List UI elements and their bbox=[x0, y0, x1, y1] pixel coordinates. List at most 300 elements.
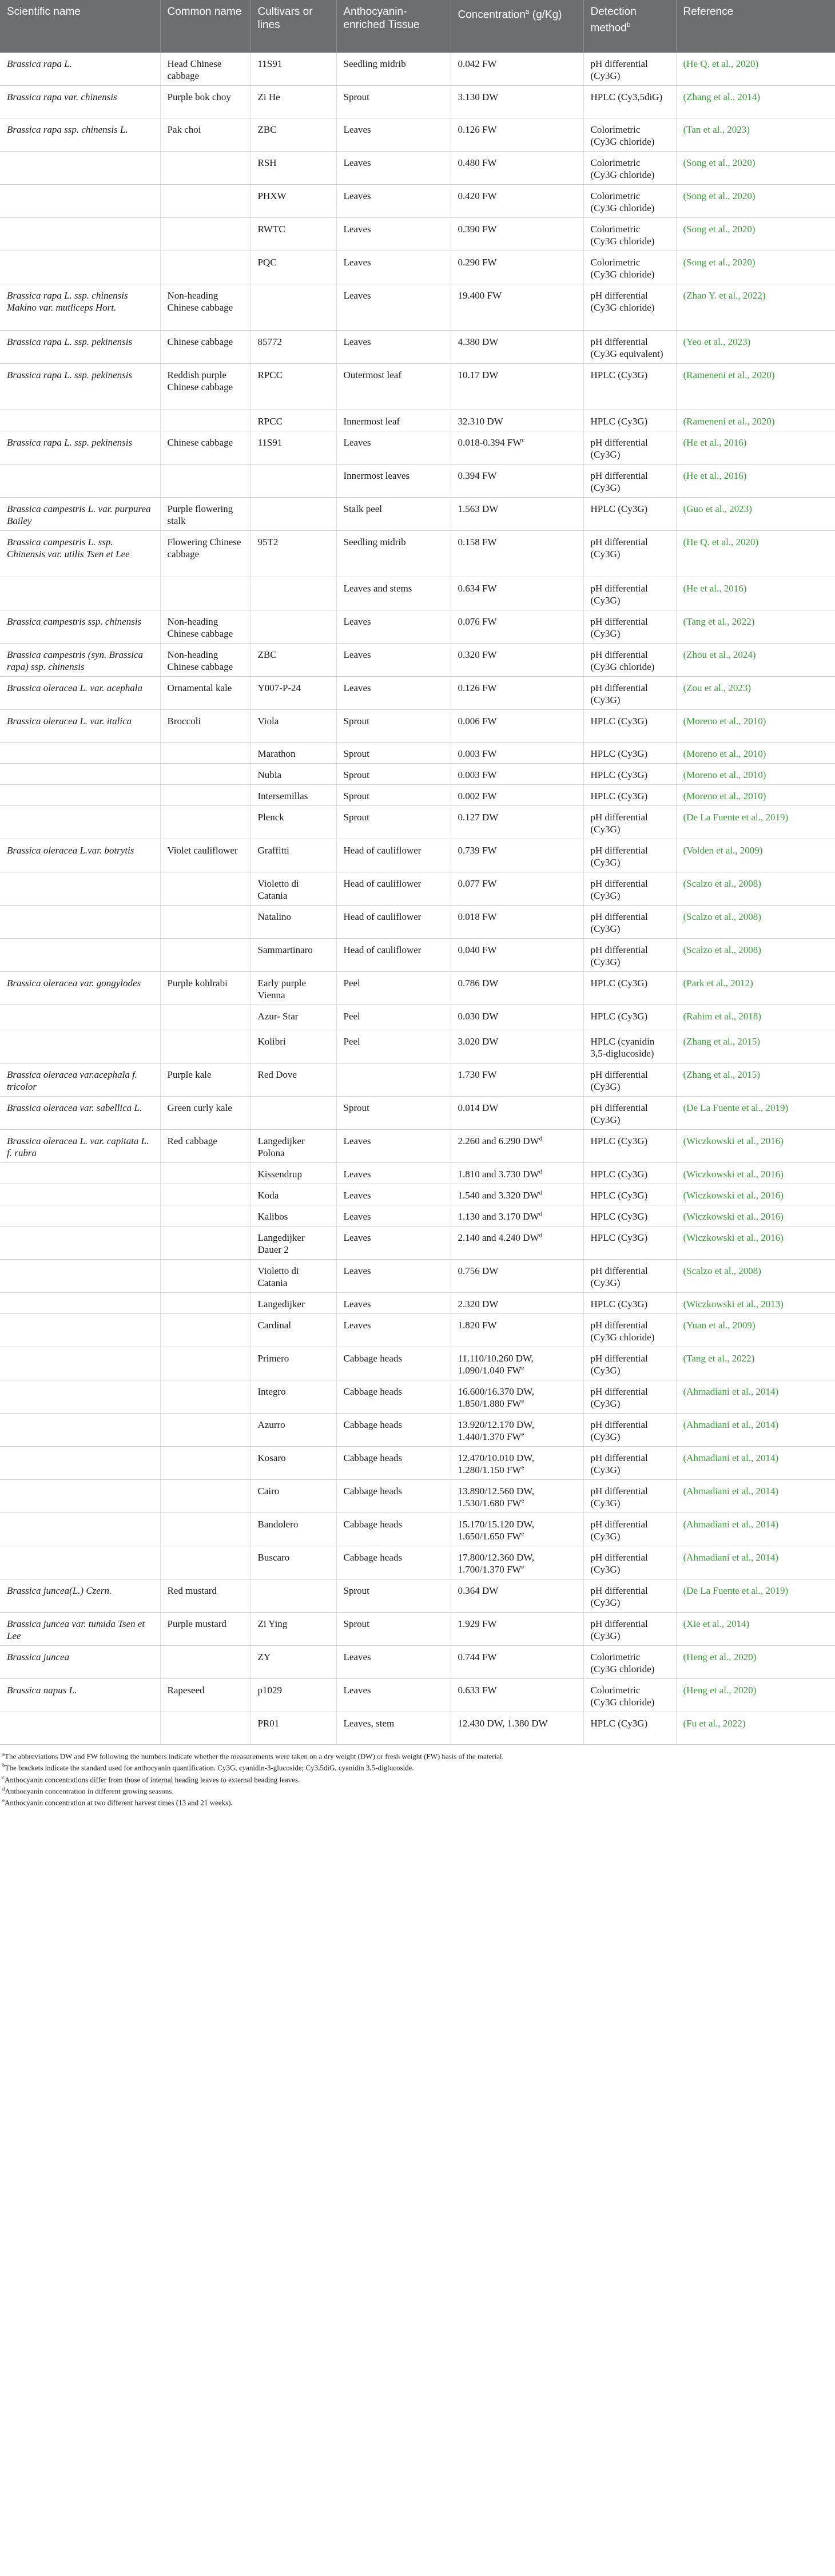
tissue-cell: Head of cauliflower bbox=[336, 939, 451, 972]
reference-cell[interactable]: (Rameneni et al., 2020) bbox=[676, 410, 835, 431]
table-row bbox=[0, 839, 835, 872]
reference-cell[interactable]: (Volden et al., 2009) bbox=[676, 839, 835, 872]
reference-cell[interactable]: (Guo et al., 2023) bbox=[676, 498, 835, 531]
scientific-name-cell bbox=[0, 1414, 160, 1447]
reference-cell[interactable]: (He et al., 2016) bbox=[676, 577, 835, 610]
footnote: $^e$Anthocyanin concentration at two different harvest times (13 and 21 weeks). bbox=[2, 1797, 233, 1807]
reference-cell[interactable]: (He et al., 2016) bbox=[676, 431, 835, 465]
concentration-cell: 0.290 FW bbox=[451, 251, 583, 284]
table-row bbox=[0, 906, 835, 939]
table-body bbox=[0, 53, 835, 1745]
common-name-cell: Chinese cabbage bbox=[160, 331, 250, 364]
tissue-cell: Cabbage heads bbox=[336, 1447, 451, 1480]
table-row bbox=[0, 465, 835, 498]
table-row bbox=[0, 785, 835, 806]
method-cell: pH differential (Cy3G) bbox=[583, 839, 676, 872]
scientific-name-cell: Brassica oleracea L. var. italica bbox=[0, 710, 160, 743]
scientific-name-cell bbox=[0, 872, 160, 906]
concentration-cell: 2.140 and 4.240 $DW^d$ bbox=[451, 1227, 583, 1260]
method-cell: HPLC (Cy3G) bbox=[583, 1163, 676, 1184]
reference-cell[interactable]: (Fu et al., 2022) bbox=[676, 1712, 835, 1745]
cultivar-cell bbox=[250, 610, 336, 644]
scientific-name-cell: Brassica rapa L. bbox=[0, 53, 160, 86]
reference-cell[interactable]: (Xie et al., 2014) bbox=[676, 1613, 835, 1646]
scientific-name-cell: Brassica oleracea var. sabellica L. bbox=[0, 1097, 160, 1130]
method-cell: HPLC (Cy3G) bbox=[583, 710, 676, 743]
tissue-cell: Sprout bbox=[336, 1613, 451, 1646]
table-row bbox=[0, 431, 835, 465]
table-row bbox=[0, 1260, 835, 1293]
concentration-cell: 0.002 FW bbox=[451, 785, 583, 806]
concentration-cell: 0.127 DW bbox=[451, 806, 583, 839]
reference-cell[interactable]: (Rahim et al., 2018) bbox=[676, 1005, 835, 1030]
footnotes bbox=[0, 1745, 835, 1808]
reference-cell[interactable]: (Wiczkowski et al., 2016) bbox=[676, 1184, 835, 1205]
table-row bbox=[0, 1414, 835, 1447]
table-row bbox=[0, 251, 835, 284]
table-row bbox=[0, 410, 835, 431]
method-cell: Colorimetric (Cy3G chloride) bbox=[583, 185, 676, 218]
common-name-cell bbox=[160, 1314, 250, 1347]
common-name-cell bbox=[160, 465, 250, 498]
reference-cell[interactable]: (Rameneni et al., 2020) bbox=[676, 364, 835, 410]
concentration-cell: 1.130 and 3.170 $DW^d$ bbox=[451, 1205, 583, 1227]
method-cell: HPLC (Cy3G) bbox=[583, 364, 676, 410]
scientific-name-cell: Brassica rapa var. chinensis bbox=[0, 86, 160, 118]
reference-cell[interactable]: (Ahmadiani et al., 2014) bbox=[676, 1513, 835, 1546]
table-row bbox=[0, 1030, 835, 1063]
tissue-cell: Leaves bbox=[336, 644, 451, 677]
method-cell: pH differential (Cy3G) bbox=[583, 531, 676, 577]
concentration-cell: 0.756 DW bbox=[451, 1260, 583, 1293]
common-name-cell bbox=[160, 1646, 250, 1679]
method-cell: HPLC (Cy3G) bbox=[583, 498, 676, 531]
reference-cell[interactable]: (Moreno et al., 2010) bbox=[676, 785, 835, 806]
concentration-cell: 0.018-0.394 $FW^c$ bbox=[451, 431, 583, 465]
method-cell: pH differential (Cy3G) bbox=[583, 1613, 676, 1646]
common-name-cell bbox=[160, 1447, 250, 1480]
reference-cell[interactable]: (He Q. et al., 2020) bbox=[676, 531, 835, 577]
cultivar-cell bbox=[250, 1579, 336, 1613]
reference-cell[interactable]: (De La Fuente et al., 2019) bbox=[676, 1097, 835, 1130]
common-name-cell: Broccoli bbox=[160, 710, 250, 743]
concentration-cell: 0.320 FW bbox=[451, 644, 583, 677]
tissue-cell: Cabbage heads bbox=[336, 1513, 451, 1546]
cultivar-cell bbox=[250, 465, 336, 498]
tissue-cell: Cabbage heads bbox=[336, 1480, 451, 1513]
tissue-cell: Leaves bbox=[336, 1314, 451, 1347]
reference-cell[interactable]: (Song et al., 2020) bbox=[676, 251, 835, 284]
cultivar-cell: Nubia bbox=[250, 764, 336, 785]
cultivar-cell: Cardinal bbox=[250, 1314, 336, 1347]
method-cell: HPLC (Cy3G) bbox=[583, 1293, 676, 1314]
tissue-cell: Outermost leaf bbox=[336, 364, 451, 410]
table-row bbox=[0, 1005, 835, 1030]
cultivar-cell bbox=[250, 577, 336, 610]
reference-cell[interactable]: (Zhao Y. et al., 2022) bbox=[676, 284, 835, 331]
concentration-cell: 0.003 FW bbox=[451, 764, 583, 785]
tissue-cell: Leaves bbox=[336, 1227, 451, 1260]
common-name-cell: Non-heading Chinese cabbage bbox=[160, 610, 250, 644]
tissue-cell: Leaves, stem bbox=[336, 1712, 451, 1745]
cultivar-cell: Zi He bbox=[250, 86, 336, 118]
cultivar-cell: Violetto di Catania bbox=[250, 872, 336, 906]
tissue-cell: Leaves bbox=[336, 118, 451, 152]
tissue-cell: Leaves bbox=[336, 185, 451, 218]
method-cell: pH differential (Cy3G) bbox=[583, 1513, 676, 1546]
cultivar-cell: Y007-P-24 bbox=[250, 677, 336, 710]
common-name-cell bbox=[160, 1546, 250, 1579]
reference-cell[interactable]: (Scalzo et al., 2008) bbox=[676, 872, 835, 906]
common-name-cell bbox=[160, 743, 250, 764]
tissue-cell: Leaves bbox=[336, 610, 451, 644]
tissue-cell: Peel bbox=[336, 1005, 451, 1030]
table-row bbox=[0, 939, 835, 972]
method-cell: pH differential (Cy3G) bbox=[583, 806, 676, 839]
table-row bbox=[0, 872, 835, 906]
scientific-name-cell bbox=[0, 410, 160, 431]
scientific-name-cell bbox=[0, 251, 160, 284]
table-row bbox=[0, 1227, 835, 1260]
method-cell: pH differential (Cy3G) bbox=[583, 1546, 676, 1579]
concentration-cell: 11.110/10.260 DW, 1.090/1.040 $FW^e$ bbox=[451, 1347, 583, 1380]
method-cell: pH differential (Cy3G equivalent) bbox=[583, 331, 676, 364]
common-name-cell: Non-heading Chinese cabbage bbox=[160, 284, 250, 331]
method-cell: HPLC (Cy3G) bbox=[583, 410, 676, 431]
concentration-cell: 0.076 FW bbox=[451, 610, 583, 644]
method-cell: Colorimetric (Cy3G chloride) bbox=[583, 152, 676, 185]
scientific-name-cell: Brassica oleracea var.acephala f. tricolor bbox=[0, 1063, 160, 1097]
concentration-cell: 3.020 DW bbox=[451, 1030, 583, 1063]
reference-cell[interactable]: (Park et al., 2012) bbox=[676, 972, 835, 1005]
concentration-cell: 0.390 FW bbox=[451, 218, 583, 251]
cultivar-cell: Intersemillas bbox=[250, 785, 336, 806]
reference-cell[interactable]: (Heng et al., 2020) bbox=[676, 1646, 835, 1679]
cultivar-cell: RPCC bbox=[250, 364, 336, 410]
reference-cell[interactable]: (Moreno et al., 2010) bbox=[676, 764, 835, 785]
common-name-cell: Purple bok choy bbox=[160, 86, 250, 118]
common-name-cell bbox=[160, 1005, 250, 1030]
table-row bbox=[0, 1447, 835, 1480]
reference-cell[interactable]: (Scalzo et al., 2008) bbox=[676, 906, 835, 939]
reference-cell[interactable]: (Scalzo et al., 2008) bbox=[676, 1260, 835, 1293]
table-row bbox=[0, 1712, 835, 1745]
reference-cell[interactable]: (Wiczkowski et al., 2013) bbox=[676, 1293, 835, 1314]
tissue-cell: Sprout bbox=[336, 785, 451, 806]
reference-cell[interactable]: (De La Fuente et al., 2019) bbox=[676, 806, 835, 839]
common-name-cell bbox=[160, 1347, 250, 1380]
reference-cell[interactable]: (Ahmadiani et al., 2014) bbox=[676, 1546, 835, 1579]
method-cell: HPLC (Cy3G) bbox=[583, 1205, 676, 1227]
concentration-cell: 1.540 and 3.320 $DW^d$ bbox=[451, 1184, 583, 1205]
common-name-cell bbox=[160, 251, 250, 284]
scientific-name-cell: Brassica napus L. bbox=[0, 1679, 160, 1712]
common-name-cell bbox=[160, 185, 250, 218]
tissue-cell: Seedling midrib bbox=[336, 53, 451, 86]
scientific-name-cell bbox=[0, 577, 160, 610]
common-name-cell bbox=[160, 872, 250, 906]
tissue-cell: Leaves bbox=[336, 1679, 451, 1712]
table-row bbox=[0, 1184, 835, 1205]
table-row bbox=[0, 218, 835, 251]
common-name-cell: Ornamental kale bbox=[160, 677, 250, 710]
scientific-name-cell: Brassica oleracea var. gongylodes bbox=[0, 972, 160, 1005]
reference-cell[interactable]: (Heng et al., 2020) bbox=[676, 1679, 835, 1712]
method-cell: pH differential (Cy3G chloride) bbox=[583, 284, 676, 331]
table-header bbox=[0, 0, 835, 53]
scientific-name-cell bbox=[0, 1227, 160, 1260]
common-name-cell: Purple kohlrabi bbox=[160, 972, 250, 1005]
header-reference: Reference bbox=[676, 0, 835, 53]
header-detection-method: Detection method$^b$ bbox=[583, 0, 676, 53]
reference-cell[interactable]: (Yeo et al., 2023) bbox=[676, 331, 835, 364]
tissue-cell: Leaves bbox=[336, 1130, 451, 1163]
tissue-cell: Sprout bbox=[336, 1579, 451, 1613]
table-row bbox=[0, 743, 835, 764]
common-name-cell bbox=[160, 906, 250, 939]
cultivar-cell: RWTC bbox=[250, 218, 336, 251]
table-row bbox=[0, 972, 835, 1005]
scientific-name-cell: Brassica campestris L. var. purpurea Bailey bbox=[0, 498, 160, 531]
table-row bbox=[0, 677, 835, 710]
table-row bbox=[0, 1679, 835, 1712]
concentration-cell: 0.126 FW bbox=[451, 677, 583, 710]
tissue-cell: Leaves and stems bbox=[336, 577, 451, 610]
tissue-cell: Sprout bbox=[336, 710, 451, 743]
scientific-name-cell bbox=[0, 465, 160, 498]
tissue-cell: Cabbage heads bbox=[336, 1347, 451, 1380]
tissue-cell: Stalk peel bbox=[336, 498, 451, 531]
tissue-cell: Sprout bbox=[336, 86, 451, 118]
concentration-cell: 15.170/15.120 DW, 1.650/1.650 $FW^e$ bbox=[451, 1513, 583, 1546]
cultivar-cell: Plenck bbox=[250, 806, 336, 839]
reference-cell[interactable]: (Zhang et al., 2015) bbox=[676, 1063, 835, 1097]
cultivar-cell: Sammartinaro bbox=[250, 939, 336, 972]
common-name-cell bbox=[160, 410, 250, 431]
tissue-cell: Peel bbox=[336, 972, 451, 1005]
common-name-cell bbox=[160, 1712, 250, 1745]
cultivar-cell: PR01 bbox=[250, 1712, 336, 1745]
reference-cell[interactable]: (De La Fuente et al., 2019) bbox=[676, 1579, 835, 1613]
cultivar-cell: ZY bbox=[250, 1646, 336, 1679]
method-cell: pH differential (Cy3G) bbox=[583, 1260, 676, 1293]
table-row bbox=[0, 185, 835, 218]
reference-cell[interactable]: (Wiczkowski et al., 2016) bbox=[676, 1205, 835, 1227]
scientific-name-cell bbox=[0, 218, 160, 251]
tissue-cell: Leaves bbox=[336, 251, 451, 284]
method-cell: pH differential (Cy3G) bbox=[583, 677, 676, 710]
scientific-name-cell bbox=[0, 1513, 160, 1546]
method-cell: pH differential (Cy3G) bbox=[583, 1414, 676, 1447]
concentration-cell: 0.042 FW bbox=[451, 53, 583, 86]
concentration-cell: 0.364 DW bbox=[451, 1579, 583, 1613]
reference-cell[interactable]: (Ahmadiani et al., 2014) bbox=[676, 1480, 835, 1513]
reference-cell[interactable]: (Wiczkowski et al., 2016) bbox=[676, 1227, 835, 1260]
scientific-name-cell bbox=[0, 806, 160, 839]
reference-cell[interactable]: (Yuan et al., 2009) bbox=[676, 1314, 835, 1347]
footnote: $^d$Anthocyanin concentration in different growing seasons. bbox=[2, 1785, 174, 1796]
common-name-cell bbox=[160, 1260, 250, 1293]
table-row bbox=[0, 1613, 835, 1646]
concentration-cell: 0.420 FW bbox=[451, 185, 583, 218]
tissue-cell: Leaves bbox=[336, 1205, 451, 1227]
cultivar-cell: Kosaro bbox=[250, 1447, 336, 1480]
concentration-cell: 0.077 FW bbox=[451, 872, 583, 906]
table-row bbox=[0, 1480, 835, 1513]
common-name-cell: Head Chinese cabbage bbox=[160, 53, 250, 86]
method-cell: HPLC (Cy3G) bbox=[583, 1712, 676, 1745]
cultivar-cell: ZBC bbox=[250, 644, 336, 677]
method-cell: pH differential (Cy3G) bbox=[583, 872, 676, 906]
common-name-cell: Red mustard bbox=[160, 1579, 250, 1613]
reference-cell[interactable]: (Ahmadiani et al., 2014) bbox=[676, 1414, 835, 1447]
scientific-name-cell bbox=[0, 1347, 160, 1380]
reference-cell[interactable]: (He Q. et al., 2020) bbox=[676, 53, 835, 86]
cultivar-cell: Langedijker Dauer 2 bbox=[250, 1227, 336, 1260]
tissue-cell: Leaves bbox=[336, 677, 451, 710]
cultivar-cell: RPCC bbox=[250, 410, 336, 431]
concentration-cell: 0.786 DW bbox=[451, 972, 583, 1005]
table-row bbox=[0, 1205, 835, 1227]
header-concentration: Concentration$^a$ (g/Kg) bbox=[451, 0, 583, 53]
table-row bbox=[0, 1130, 835, 1163]
reference-cell[interactable]: (Moreno et al., 2010) bbox=[676, 710, 835, 743]
reference-cell[interactable]: (Wiczkowski et al., 2016) bbox=[676, 1130, 835, 1163]
method-cell: pH differential (Cy3G) bbox=[583, 610, 676, 644]
tissue-cell: Cabbage heads bbox=[336, 1414, 451, 1447]
common-name-cell: Purple kale bbox=[160, 1063, 250, 1097]
reference-cell[interactable]: (Tang et al., 2022) bbox=[676, 610, 835, 644]
cultivar-cell: Zi Ying bbox=[250, 1613, 336, 1646]
cultivar-cell: Violetto di Catania bbox=[250, 1260, 336, 1293]
table-row bbox=[0, 1546, 835, 1579]
footnote: $^b$The brackets indicate the standard used for anthocyanin quantification. Cy3G, cyanidin-3-glucoside; Cy3,5diG, cyanidin 3,5-diglucoside. bbox=[2, 1763, 414, 1772]
cultivar-cell: Viola bbox=[250, 710, 336, 743]
concentration-cell: 1.810 and 3.730 $DW^d$ bbox=[451, 1163, 583, 1184]
common-name-cell bbox=[160, 1227, 250, 1260]
scientific-name-cell: Brassica campestris ssp. chinensis bbox=[0, 610, 160, 644]
tissue-cell: Leaves bbox=[336, 1184, 451, 1205]
scientific-name-cell: Brassica campestris L. ssp. Chinensis var. utilis Tsen et Lee bbox=[0, 531, 160, 577]
method-cell: pH differential (Cy3G) bbox=[583, 1347, 676, 1380]
reference-cell[interactable]: (Zou et al., 2023) bbox=[676, 677, 835, 710]
method-cell: HPLC (Cy3G) bbox=[583, 972, 676, 1005]
method-cell: Colorimetric (Cy3G chloride) bbox=[583, 1646, 676, 1679]
common-name-cell bbox=[160, 1163, 250, 1184]
common-name-cell bbox=[160, 1380, 250, 1414]
scientific-name-cell bbox=[0, 1314, 160, 1347]
tissue-cell: Cabbage heads bbox=[336, 1380, 451, 1414]
cultivar-cell: Integro bbox=[250, 1380, 336, 1414]
concentration-cell: 0.634 FW bbox=[451, 577, 583, 610]
table-row bbox=[0, 1314, 835, 1347]
cultivar-cell: p1029 bbox=[250, 1679, 336, 1712]
scientific-name-cell bbox=[0, 1163, 160, 1184]
tissue-cell: Leaves bbox=[336, 1293, 451, 1314]
reference-cell[interactable]: (Song et al., 2020) bbox=[676, 152, 835, 185]
tissue-cell: Leaves bbox=[336, 1260, 451, 1293]
common-name-cell bbox=[160, 1513, 250, 1546]
cultivar-cell: PHXW bbox=[250, 185, 336, 218]
cultivar-cell: 95T2 bbox=[250, 531, 336, 577]
common-name-cell: Flowering Chinese cabbage bbox=[160, 531, 250, 577]
table-row bbox=[0, 1646, 835, 1679]
header-cultivars: Cultivars or lines bbox=[250, 0, 336, 53]
tissue-cell: Leaves bbox=[336, 1163, 451, 1184]
scientific-name-cell: Brassica juncea var. tumida Tsen et Lee bbox=[0, 1613, 160, 1646]
table-row bbox=[0, 364, 835, 410]
header-tissue: Anthocyanin-enriched Tissue bbox=[336, 0, 451, 53]
common-name-cell: Green curly kale bbox=[160, 1097, 250, 1130]
scientific-name-cell bbox=[0, 1380, 160, 1414]
method-cell: Colorimetric (Cy3G chloride) bbox=[583, 218, 676, 251]
cultivar-cell: Bandolero bbox=[250, 1513, 336, 1546]
tissue-cell: Head of cauliflower bbox=[336, 906, 451, 939]
reference-cell[interactable]: (Tang et al., 2022) bbox=[676, 1347, 835, 1380]
concentration-cell: 0.040 FW bbox=[451, 939, 583, 972]
method-cell: pH differential (Cy3G) bbox=[583, 465, 676, 498]
common-name-cell bbox=[160, 1184, 250, 1205]
cultivar-cell: Azur- Star bbox=[250, 1005, 336, 1030]
concentration-cell: 0.030 DW bbox=[451, 1005, 583, 1030]
method-cell: HPLC (Cy3G) bbox=[583, 1005, 676, 1030]
common-name-cell bbox=[160, 1293, 250, 1314]
reference-cell[interactable]: (Zhang et al., 2014) bbox=[676, 86, 835, 118]
tissue-cell: Sprout bbox=[336, 743, 451, 764]
common-name-cell: Pak choi bbox=[160, 118, 250, 152]
common-name-cell bbox=[160, 218, 250, 251]
concentration-cell: 0.006 FW bbox=[451, 710, 583, 743]
cultivar-cell: PQC bbox=[250, 251, 336, 284]
common-name-cell bbox=[160, 1030, 250, 1063]
concentration-cell: 1.730 FW bbox=[451, 1063, 583, 1097]
concentration-cell: 2.260 and 6.290 $DW^d$ bbox=[451, 1130, 583, 1163]
table-row bbox=[0, 1097, 835, 1130]
reference-cell[interactable]: (He et al., 2016) bbox=[676, 465, 835, 498]
concentration-cell: 0.744 FW bbox=[451, 1646, 583, 1679]
table-row bbox=[0, 331, 835, 364]
scientific-name-cell bbox=[0, 1184, 160, 1205]
reference-cell[interactable]: (Zhang et al., 2015) bbox=[676, 1030, 835, 1063]
common-name-cell: Violet cauliflower bbox=[160, 839, 250, 872]
reference-cell[interactable]: (Song et al., 2020) bbox=[676, 218, 835, 251]
concentration-cell: 12.430 DW, 1.380 DW bbox=[451, 1712, 583, 1745]
reference-cell[interactable]: (Moreno et al., 2010) bbox=[676, 743, 835, 764]
concentration-cell: 0.014 DW bbox=[451, 1097, 583, 1130]
reference-cell[interactable]: (Ahmadiani et al., 2014) bbox=[676, 1380, 835, 1414]
tissue-cell: Leaves bbox=[336, 218, 451, 251]
method-cell: HPLC (Cy3,5diG) bbox=[583, 86, 676, 118]
reference-cell[interactable]: (Ahmadiani et al., 2014) bbox=[676, 1447, 835, 1480]
method-cell: pH differential (Cy3G) bbox=[583, 431, 676, 465]
reference-cell[interactable]: (Scalzo et al., 2008) bbox=[676, 939, 835, 972]
reference-cell[interactable]: (Song et al., 2020) bbox=[676, 185, 835, 218]
tissue-cell: Innermost leaf bbox=[336, 410, 451, 431]
method-cell: HPLC (cyanidin 3,5-diglucoside) bbox=[583, 1030, 676, 1063]
method-cell: pH differential (Cy3G chloride) bbox=[583, 1314, 676, 1347]
common-name-cell: Reddish purple Chinese cabbage bbox=[160, 364, 250, 410]
reference-cell[interactable]: (Wiczkowski et al., 2016) bbox=[676, 1163, 835, 1184]
tissue-cell: Sprout bbox=[336, 1097, 451, 1130]
cultivar-cell: Langedijker bbox=[250, 1293, 336, 1314]
reference-cell[interactable]: (Zhou et al., 2024) bbox=[676, 644, 835, 677]
tissue-cell bbox=[336, 1063, 451, 1097]
common-name-cell bbox=[160, 152, 250, 185]
cultivar-cell: 85772 bbox=[250, 331, 336, 364]
reference-cell[interactable]: (Tan et al., 2023) bbox=[676, 118, 835, 152]
concentration-cell: 0.018 FW bbox=[451, 906, 583, 939]
concentration-cell: 13.890/12.560 DW, 1.530/1.680 $FW^e$ bbox=[451, 1480, 583, 1513]
